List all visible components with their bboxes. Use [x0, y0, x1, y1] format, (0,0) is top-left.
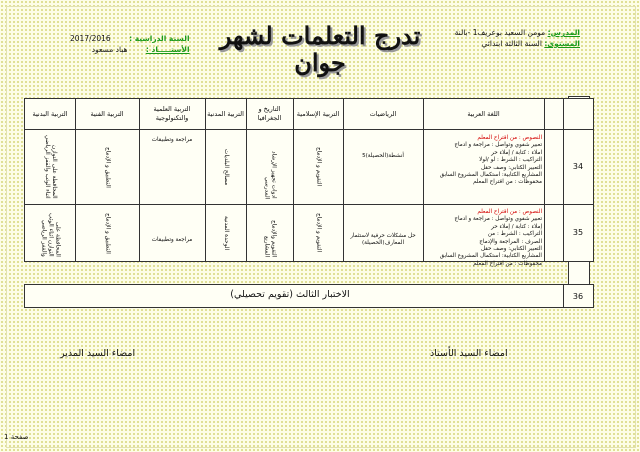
- arabic-line: محفوظات : من اقتراح المعلم: [473, 179, 542, 186]
- pe-cell: المحافظة على التوازن اثناء الوثب والقفز الرياضي: [44, 135, 57, 199]
- arabic-line: تعبير شفوي وتواصل : مراجعة و ادماج: [454, 142, 542, 149]
- exam-text: الاختبار الثالث (تقويم تحصيلي): [230, 289, 350, 300]
- arabic-line: التعبير الكتابي: وصف حقل: [480, 164, 542, 171]
- professor-value: هباد مسعود: [91, 45, 128, 54]
- header-art: التربية الفنية: [90, 109, 124, 118]
- week-number: 36: [572, 291, 584, 301]
- arabic-cell: [425, 209, 542, 268]
- header-history-geo: التاريخ و الجغرافيا: [257, 105, 282, 122]
- arabic-line: التراكيب : الشرط : من: [487, 231, 542, 238]
- professor-label: الأستـــــاذ :: [145, 45, 190, 54]
- arabic-line: التعبير الكتابي: وصف حقل: [480, 246, 542, 253]
- page-title-month: جوان: [294, 48, 346, 77]
- arabic-line: النصوص : من اقتراح المعلم: [477, 209, 542, 215]
- week-number: 34: [572, 162, 584, 171]
- civic-cell: الوحدة المدنية: [223, 215, 229, 251]
- header-islamic: التربية الإسلامية: [296, 109, 340, 118]
- page-number: صفحة 1: [4, 433, 29, 441]
- header-civic: التربية المدنية: [207, 109, 244, 118]
- civic-cell: مصالح البلديات: [223, 148, 229, 186]
- arabic-line: المشاريع الكتابية: استكمال المشروع السابق: [439, 172, 542, 179]
- divider: [25, 129, 593, 130]
- arabic-line: تعبير شفوي وتواصل : مراجعة و ادماج: [454, 216, 542, 223]
- divider: [544, 99, 545, 261]
- schedule-table: [24, 98, 594, 267]
- arabic-cell: [425, 135, 542, 187]
- arabic-line: التراكيب : الشرط : لو /لولا: [479, 157, 542, 164]
- history-geo-cell: ادوات تجهيز الإرشاد المدرسي: [263, 151, 277, 199]
- science-cell: مراجعة وتطبيقات: [151, 137, 193, 143]
- arabic-line: المشاريع الكتابية: استكمال المشروع السابق: [439, 253, 542, 260]
- page-title: تدرج التعلمات لشهر: [219, 21, 421, 50]
- pe-cell: المحافظة على التوازن اثناء الوثب والقفز الرياضي: [40, 213, 61, 257]
- arabic-line: املاء : كتابة / إملاء حر: [491, 149, 542, 156]
- header-pe: التربية البدنية: [32, 109, 68, 118]
- math-cell: حل مشكلات حرفية لاستثمار المعارف(الحصيلة): [350, 233, 416, 246]
- header-info-right: [455, 27, 580, 49]
- year-label: السنة الدراسية :: [129, 34, 190, 43]
- math-cell: أنشطة(الحصيلة)5: [362, 153, 404, 159]
- arabic-line: الصرف : المراجعة والإدماج: [479, 238, 542, 245]
- director-signature: امضاء السيد المدير: [60, 348, 136, 359]
- week-number: 35: [572, 228, 584, 237]
- header-arabic: اللغة العربية: [467, 109, 500, 118]
- header-math: الرياضيات: [369, 109, 397, 118]
- level-value: السنة الثالثة ابتدائي: [481, 39, 542, 48]
- islamic-cell: التقويم و الإدماج: [315, 147, 322, 187]
- arabic-line: محفوظات : من اقتراح المعلم: [473, 260, 542, 267]
- header-science: التربية العلمية والتكنولوجية: [153, 105, 191, 122]
- header-info-left: [70, 33, 190, 55]
- divider: [25, 204, 593, 205]
- year-value: 2017/2016: [70, 34, 111, 43]
- teacher-signature: امضاء السيد الأستاذ: [430, 348, 508, 359]
- art-cell: التطبيق و الإدماج: [104, 146, 111, 188]
- arabic-line: النصوص : من اقتراح المعلم: [477, 135, 542, 141]
- arabic-line: إملاء : كتابة / إملاء حر: [491, 223, 542, 230]
- art-cell: التطبيق و الإدماج: [104, 212, 111, 254]
- teacher-value: مومن السعيد بوعريف1 -بالنة: [454, 28, 546, 37]
- level-label: المستوى:: [544, 39, 580, 48]
- teacher-label: المدرس:: [547, 28, 580, 37]
- islamic-cell: التقويم و الإدماج: [315, 213, 322, 253]
- science-cell: مراجعة وتطبيقات: [151, 237, 193, 243]
- history-geo-cell: التقويم والإدماج المشاريع: [263, 219, 277, 257]
